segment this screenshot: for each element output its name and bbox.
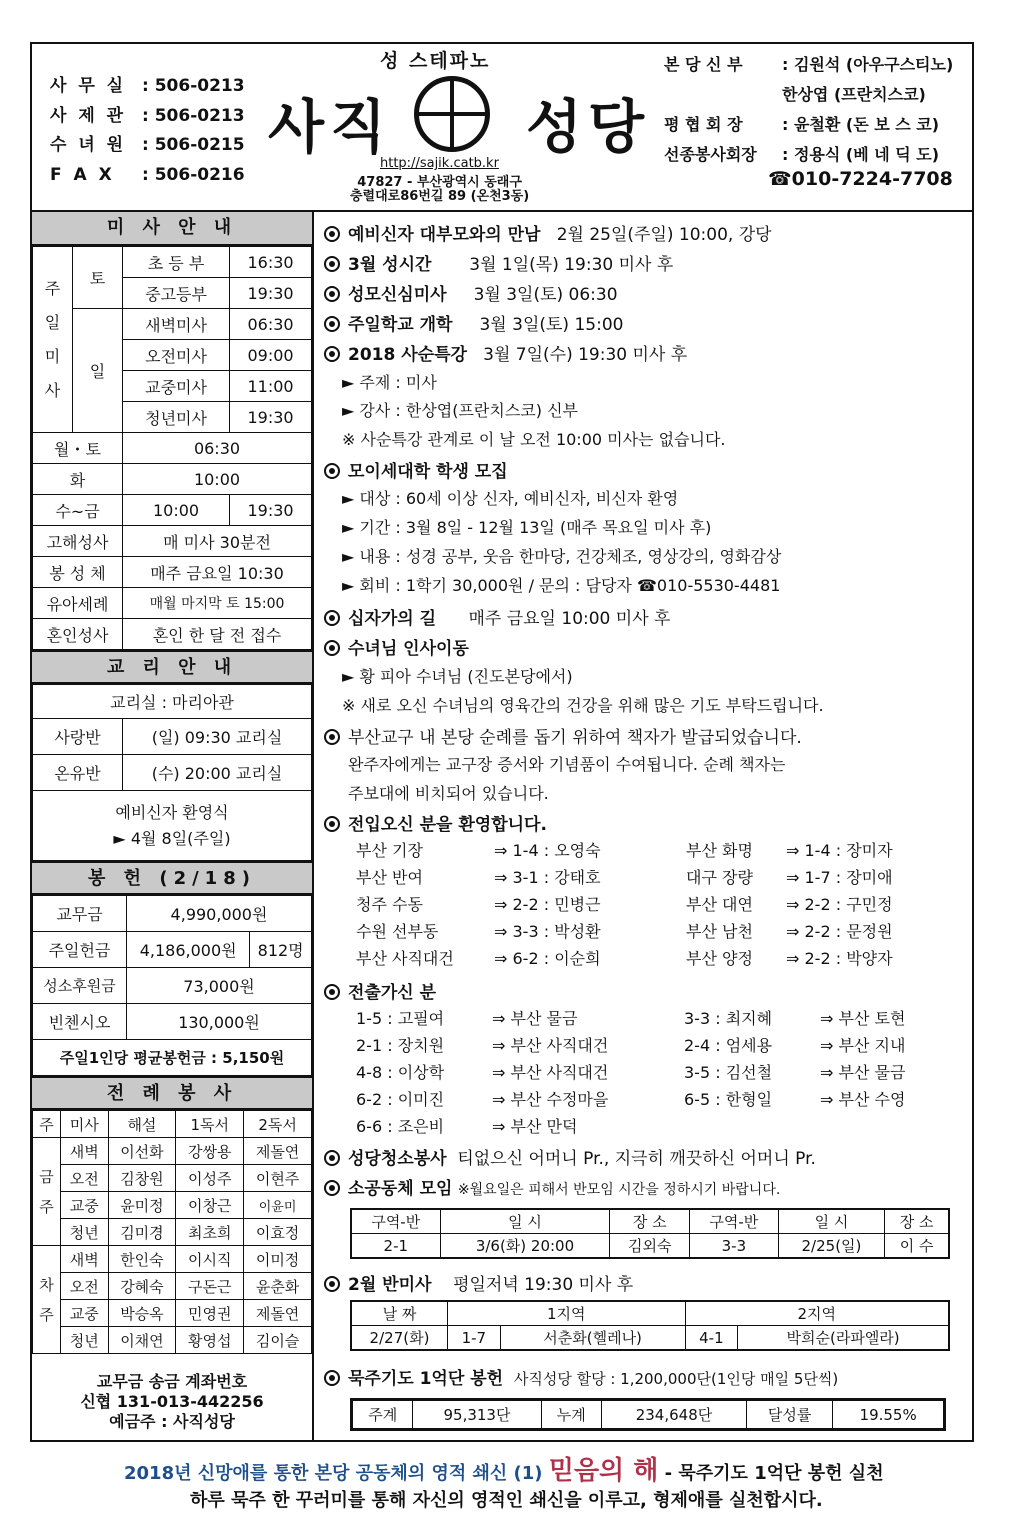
liturgy-head: 해설 xyxy=(108,1111,176,1138)
sacrament-label: 유아세례 xyxy=(33,588,123,619)
news-title: 2018 사순특강 xyxy=(348,345,467,365)
offering-label: 주일헌금 xyxy=(33,932,127,968)
news-title: 예비신자 대부모와의 만남 xyxy=(348,225,541,245)
rosary-cell: 19.55% xyxy=(833,1401,944,1429)
bullet-icon xyxy=(324,316,340,332)
news-title: 성모신심미사 xyxy=(348,285,447,305)
class-time: (수) 20:00 교리실 xyxy=(123,755,312,791)
footer-message: 하루 묵주 한 꾸러미를 통해 자신의 영적인 쇄신을 이루고, 형제애를 실천합시다. xyxy=(190,1490,823,1511)
bm-cell: 서춘화(헬레나) xyxy=(500,1326,685,1350)
sunday-mass-label: 주 일 미 사 xyxy=(33,247,73,433)
liturgy-cell: 청년 xyxy=(61,1219,109,1246)
offering-table xyxy=(32,895,312,1076)
church-title-right: 성당 xyxy=(526,93,651,161)
cross-logo-icon xyxy=(414,76,490,152)
sg-cell: 3/6(화) 20:00 xyxy=(440,1234,610,1258)
transfer-in-name: ⇒ 1-4 : 장미자 xyxy=(786,841,893,860)
news-title: 십자가의 길 xyxy=(348,609,437,629)
mass-name: 초 등 부 xyxy=(123,247,230,278)
liturgy-cell: 제돌연 xyxy=(244,1138,312,1165)
rosary-cell: 달성률 xyxy=(747,1401,833,1429)
news-subline: 주보대에 비치되어 있습니다. xyxy=(348,784,549,803)
offering-label: 교무금 xyxy=(33,896,127,932)
liturgy-cell: 강쌍용 xyxy=(176,1138,244,1165)
bullet-icon xyxy=(324,816,340,832)
bullet-icon xyxy=(324,640,340,656)
sg-head: 장 소 xyxy=(610,1210,690,1234)
weekday-label: 월・토 xyxy=(33,433,123,464)
transfer-out-dest: ⇒ 부산 만덕 xyxy=(492,1117,578,1136)
bullet-icon xyxy=(324,984,340,1000)
transfer-in-name: ⇒ 6-2 : 이순희 xyxy=(494,949,601,968)
header xyxy=(32,44,972,212)
transfer-out-name: 3-3 : 최지혜 xyxy=(684,1009,773,1028)
doctrine-section-title: 교 리 안 내 xyxy=(32,650,312,684)
liturgy-cell: 윤춘화 xyxy=(244,1273,312,1300)
transfer-out-dest: ⇒ 부산 물금 xyxy=(492,1009,578,1028)
contact-value: : 506-0216 xyxy=(142,164,245,185)
offering-value: 4,990,000원 xyxy=(127,896,312,932)
bullet-icon xyxy=(324,226,340,242)
bm-head: 2지역 xyxy=(685,1302,948,1326)
transfer-in-place: 부산 화명 xyxy=(686,841,753,860)
transfer-in-place: 대구 장량 xyxy=(686,868,753,887)
transfer-out-name: 3-5 : 김선철 xyxy=(684,1063,773,1082)
bm-cell: 4-1 xyxy=(685,1326,738,1350)
liturgy-cell: 황영섭 xyxy=(176,1327,244,1354)
transfer-out-name: 6-5 : 한형일 xyxy=(684,1090,773,1109)
liturgy-cell: 강혜숙 xyxy=(108,1273,176,1300)
liturgy-cell: 이채연 xyxy=(108,1327,176,1354)
news-title: 2월 반미사 xyxy=(348,1275,432,1295)
account-title: 교무금 송금 계좌번호 xyxy=(96,1372,248,1391)
bm-cell: 박희순(라파엘라) xyxy=(738,1326,949,1350)
weekday-label: 화 xyxy=(33,464,123,495)
clergy-value: 한상엽 (프란치스코) xyxy=(782,85,926,104)
liturgy-head: 미사 xyxy=(61,1111,109,1138)
bm-cell: 2/27(화) xyxy=(352,1326,448,1350)
transfer-out-name: 4-8 : 이상학 xyxy=(356,1063,445,1082)
liturgy-cell: 김이슬 xyxy=(244,1327,312,1354)
mass-name: 새벽미사 xyxy=(123,309,230,340)
offering-label: 성소후원금 xyxy=(33,968,127,1004)
transfer-in-place: 부산 남천 xyxy=(686,922,753,941)
transfer-in-name: ⇒ 2-2 : 문정원 xyxy=(786,922,893,941)
news-detail: 2월 25일(주일) 10:00, 강당 xyxy=(556,225,772,245)
bullet-icon xyxy=(324,610,340,626)
contact-value: : 506-0215 xyxy=(142,135,245,155)
liturgy-cell: 박승옥 xyxy=(108,1300,176,1327)
liturgy-table xyxy=(32,1110,312,1354)
news-subline: ► 기간 : 3월 8일 - 12월 13일 (매주 목요일 미사 후) xyxy=(342,518,712,537)
offering-value: 4,186,000원 xyxy=(127,932,250,968)
sg-cell: 김외숙 xyxy=(610,1234,690,1258)
transfer-out-dest: ⇒ 부산 수영 xyxy=(820,1090,906,1109)
liturgy-head: 1독서 xyxy=(176,1111,244,1138)
liturgy-cell: 이성주 xyxy=(176,1165,244,1192)
sat-label: 토 xyxy=(73,247,123,309)
class-time: (일) 09:30 교리실 xyxy=(123,719,312,755)
bullet-icon xyxy=(324,1370,340,1386)
liturgy-section-title: 전 례 봉 사 xyxy=(32,1076,312,1110)
sacrament-info: 매월 마지막 토 15:00 xyxy=(123,588,312,619)
mass-time: 16:30 xyxy=(230,247,312,278)
bullet-icon xyxy=(324,463,340,479)
news-item xyxy=(324,978,436,1003)
bm-head: 날 짜 xyxy=(352,1302,448,1326)
news-title: 모이세대학 학생 모집 xyxy=(348,462,508,482)
bullet-icon xyxy=(324,1276,340,1292)
account-number: 신협 131-013-442256 xyxy=(80,1392,264,1411)
news-item xyxy=(324,1174,780,1199)
news-subline: ► 대상 : 60세 이상 신자, 예비신자, 비신자 환영 xyxy=(342,489,679,508)
news-title: 전입오신 분을 환영합니다. xyxy=(348,815,547,835)
offering-section-title: 봉 헌 (2/18) xyxy=(32,861,312,895)
liturgy-cell: 이창근 xyxy=(176,1192,244,1219)
liturgy-cell: 청년 xyxy=(61,1327,109,1354)
news-title: 3월 성시간 xyxy=(348,255,432,275)
footer-year-theme: 믿음의 해 xyxy=(548,1456,659,1486)
transfer-out-dest: ⇒ 부산 사직대건 xyxy=(492,1063,609,1082)
clergy-value: : 윤철환 (돈 보 스 코) xyxy=(782,115,940,134)
transfer-in-name: ⇒ 3-3 : 박성환 xyxy=(494,922,601,941)
news-item xyxy=(324,280,618,305)
mass-section-title: 미 사 안 내 xyxy=(32,212,312,246)
transfer-out-name: 1-5 : 고필여 xyxy=(356,1009,445,1028)
news-detail: 3월 1일(목) 19:30 미사 후 xyxy=(469,255,674,275)
transfer-out-name: 6-2 : 이미진 xyxy=(356,1090,445,1109)
liturgy-cell: 윤미정 xyxy=(108,1192,176,1219)
mass-time: 11:00 xyxy=(230,371,312,402)
liturgy-cell: 제돌연 xyxy=(244,1300,312,1327)
liturgy-cell: 이선화 xyxy=(108,1138,176,1165)
sacrament-label: 혼인성사 xyxy=(33,619,123,650)
sg-cell: 2/25(일) xyxy=(778,1234,885,1258)
contact-label: 수 녀 원 xyxy=(50,135,127,155)
contact-list xyxy=(50,72,245,190)
news-item xyxy=(324,1144,816,1169)
clergy-list xyxy=(664,50,953,170)
news-item xyxy=(324,1364,838,1389)
sg-head: 구역-반 xyxy=(352,1210,441,1234)
contact-value: : 506-0213 xyxy=(142,76,245,96)
transfer-in-name: ⇒ 1-7 : 장미애 xyxy=(786,868,893,887)
transfer-out-name: 6-6 : 조은비 xyxy=(356,1117,445,1136)
rosary-cell: 234,648단 xyxy=(601,1401,746,1429)
sg-cell: 2-1 xyxy=(352,1234,441,1258)
weekday-time: 06:30 xyxy=(123,433,312,464)
transfer-out-dest: ⇒ 부산 물금 xyxy=(820,1063,906,1082)
news-detail: 3월 7일(수) 19:30 미사 후 xyxy=(483,345,688,365)
mass-name: 청년미사 xyxy=(123,402,230,433)
mass-time: 19:30 xyxy=(230,402,312,433)
class-name: 사랑반 xyxy=(33,719,123,755)
news-item xyxy=(324,604,670,629)
news-detail: 티없으신 어머니 Pr., 지극히 깨끗하신 어머니 Pr. xyxy=(457,1149,816,1169)
transfer-in-place: 부산 사직대건 xyxy=(356,949,454,968)
news-detail: 부산교구 내 본당 순례를 돕기 위하여 책자가 발급되었습니다. xyxy=(348,728,802,748)
welcome-title: 예비신자 환영식 xyxy=(115,802,229,822)
transfer-in-place: 부산 양정 xyxy=(686,949,753,968)
news-subline: 완주자에게는 교구장 증서와 기념품이 수여됩니다. 순례 책자는 xyxy=(348,755,786,774)
weekday-label: 수~금 xyxy=(33,495,123,526)
sg-cell: 이 수 xyxy=(885,1234,949,1258)
left-column xyxy=(32,212,314,1442)
liturgy-cell: 교중 xyxy=(61,1300,109,1327)
block-mass-table xyxy=(350,1300,950,1351)
next-week-label: 차 주 xyxy=(33,1246,61,1354)
liturgy-cell: 김미경 xyxy=(108,1219,176,1246)
liturgy-cell: 김창원 xyxy=(108,1165,176,1192)
news-item xyxy=(324,250,673,275)
transfer-out-dest: ⇒ 부산 사직대건 xyxy=(492,1036,609,1055)
news-item xyxy=(324,457,508,482)
rosary-cell: 95,313단 xyxy=(413,1401,541,1429)
transfer-in-place: 부산 반여 xyxy=(356,868,423,887)
clergy-value: : 정용식 (베 네 딕 도) xyxy=(782,145,940,164)
liturgy-cell: 이윤미 xyxy=(244,1192,312,1219)
mass-name: 중고등부 xyxy=(123,278,230,309)
account-info xyxy=(32,1354,312,1432)
liturgy-cell: 오전 xyxy=(61,1165,109,1192)
footer-practice: - 묵주기도 1억단 봉헌 실천 xyxy=(664,1463,884,1484)
liturgy-cell: 이현주 xyxy=(244,1165,312,1192)
sun-label: 일 xyxy=(73,309,123,433)
weekday-time: 19:30 xyxy=(230,495,312,526)
news-detail: 평일저녁 19:30 미사 후 xyxy=(453,1275,634,1295)
news-subline: ► 내용 : 성경 공부, 웃음 한마당, 건강체조, 영상강의, 영화감상 xyxy=(342,547,782,566)
sacrament-info: 혼인 한 달 전 접수 xyxy=(123,619,312,650)
bullet-icon xyxy=(324,286,340,302)
transfer-in-name: ⇒ 1-4 : 오영숙 xyxy=(494,841,601,860)
news-note: ※ 새로 오신 수녀님의 영육간의 건강을 위해 많은 기도 부탁드립니다. xyxy=(342,696,824,715)
transfer-in-name: ⇒ 2-2 : 박양자 xyxy=(786,949,893,968)
transfer-in-place: 부산 기장 xyxy=(356,841,423,860)
news-subline: ► 황 피아 수녀님 (진도본당에서) xyxy=(342,667,573,686)
clergy-label: 평 협 회 장 xyxy=(664,115,743,134)
transfer-in-place: 수원 선부동 xyxy=(356,922,439,941)
transfer-in-name: ⇒ 2-2 : 민병근 xyxy=(494,895,601,914)
news-subline: ► 회비 : 1학기 30,000원 / 문의 : 담당자 ☎010-5530-4481 xyxy=(342,576,781,595)
liturgy-cell: 오전 xyxy=(61,1273,109,1300)
footer-theme: 2018년 신망애를 통한 본당 공동체의 영적 쇄신 (1) xyxy=(124,1463,543,1484)
news-note: ※ 사순특강 관계로 이 날 오전 10:00 미사는 없습니다. xyxy=(342,430,726,449)
address-line1: 47827 - 부산광역시 동래구 xyxy=(357,175,522,190)
class-name: 온유반 xyxy=(33,755,123,791)
transfer-out-name: 2-1 : 장치원 xyxy=(356,1036,445,1055)
clergy-value: : 김원석 (아우구스티노) xyxy=(782,55,954,74)
weekday-time: 10:00 xyxy=(123,464,312,495)
sacrament-info: 매 미사 30분전 xyxy=(123,526,312,557)
mass-time: 19:30 xyxy=(230,278,312,309)
bullet-icon xyxy=(324,346,340,362)
offering-label: 빈첸시오 xyxy=(33,1004,127,1040)
contact-label: 사 무 실 xyxy=(50,76,127,96)
transfer-out-dest: ⇒ 부산 지내 xyxy=(820,1036,906,1055)
news-title: 수녀님 인사이동 xyxy=(348,639,469,659)
sg-head: 구역-반 xyxy=(690,1210,779,1234)
account-holder: 예금주 : 사직성당 xyxy=(109,1412,235,1431)
news-title: 전출가신 분 xyxy=(348,983,437,1003)
news-item xyxy=(324,634,469,659)
sacrament-label: 봉 성 체 xyxy=(33,557,123,588)
sg-head: 일 시 xyxy=(778,1210,885,1234)
news-detail: 사직성당 할당 : 1,200,000단(1인당 매일 5단씩) xyxy=(513,1370,839,1388)
transfer-in-name: ⇒ 2-2 : 구민정 xyxy=(786,895,893,914)
news-detail: 3월 3일(토) 15:00 xyxy=(479,315,624,335)
transfer-out-dest: ⇒ 부산 수정마을 xyxy=(492,1090,609,1109)
liturgy-cell: 구돈근 xyxy=(176,1273,244,1300)
average-offering: 주일1인당 평균봉헌금 : 5,150원 xyxy=(33,1040,312,1076)
news-title: 주일학교 개학 xyxy=(348,315,453,335)
weekday-time: 10:00 xyxy=(123,495,230,526)
clergy-label: 선종봉사회장 xyxy=(664,145,757,164)
bulletin-frame xyxy=(30,42,974,1442)
sg-head: 일 시 xyxy=(440,1210,610,1234)
news-item xyxy=(324,340,687,365)
clergy-label: 본 당 신 부 xyxy=(664,55,743,74)
phone-number: ☎010-7224-7708 xyxy=(768,168,953,190)
transfer-out-name: 2-4 : 엄세용 xyxy=(684,1036,773,1055)
liturgy-cell: 한인숙 xyxy=(108,1246,176,1273)
liturgy-cell: 최초희 xyxy=(176,1219,244,1246)
mass-name: 오전미사 xyxy=(123,340,230,371)
news-subline: ► 주제 : 미사 xyxy=(342,373,437,392)
mass-table xyxy=(32,246,312,650)
news-detail: 3월 3일(토) 06:30 xyxy=(473,285,618,305)
liturgy-head: 2독서 xyxy=(244,1111,312,1138)
address-line2: 충렬대로86번길 89 (온천3동) xyxy=(350,189,530,204)
transfer-in-name: ⇒ 3-1 : 강태호 xyxy=(494,868,601,887)
offering-value: 73,000원 xyxy=(127,968,312,1004)
doctrine-table xyxy=(32,684,312,861)
rosary-cell: 주계 xyxy=(353,1401,413,1429)
sg-cell: 3-3 xyxy=(690,1234,779,1258)
bm-cell: 1-7 xyxy=(448,1326,501,1350)
bullet-icon xyxy=(324,729,340,745)
news-subline: ► 강사 : 한상엽(프란치스코) 신부 xyxy=(342,401,578,420)
transfer-in-place: 부산 대연 xyxy=(686,895,753,914)
news-item xyxy=(324,723,802,748)
sacrament-label: 고해성사 xyxy=(33,526,123,557)
news-title: 묵주기도 1억단 봉헌 xyxy=(348,1369,504,1389)
liturgy-cell: 이미정 xyxy=(244,1246,312,1273)
attendance-count: 812명 xyxy=(250,932,312,968)
liturgy-cell: 민영권 xyxy=(176,1300,244,1327)
doctrine-room: 교리실 : 마리아관 xyxy=(33,685,312,719)
bullet-icon xyxy=(324,1150,340,1166)
welcome-date: ► 4월 8일(주일) xyxy=(113,828,231,848)
footer-slogan xyxy=(124,1450,884,1487)
news-title: 성당청소봉사 xyxy=(348,1149,447,1169)
news-detail: 매주 금요일 10:00 미사 후 xyxy=(468,609,671,629)
church-title-left: 사직 xyxy=(268,93,393,161)
liturgy-head: 주 xyxy=(33,1111,61,1138)
contact-value: : 506-0213 xyxy=(142,105,245,126)
liturgy-cell: 새벽 xyxy=(61,1246,109,1273)
rosary-cell: 누계 xyxy=(541,1401,601,1429)
news-title: 소공동체 모임 xyxy=(348,1179,453,1199)
sg-head: 장 소 xyxy=(885,1210,949,1234)
mass-time: 09:00 xyxy=(230,340,312,371)
news-item xyxy=(324,1270,633,1295)
address xyxy=(350,176,529,204)
mass-time: 06:30 xyxy=(230,309,312,340)
sacrament-info: 매주 금요일 10:30 xyxy=(123,557,312,588)
rosary-table xyxy=(350,1398,946,1431)
liturgy-cell: 새벽 xyxy=(61,1138,109,1165)
bm-head: 1지역 xyxy=(448,1302,686,1326)
news-item xyxy=(324,220,772,245)
bullet-icon xyxy=(324,1180,340,1196)
church-subtitle: 성 스테파노 xyxy=(380,50,491,72)
bullet-icon xyxy=(324,256,340,272)
liturgy-cell: 교중 xyxy=(61,1192,109,1219)
liturgy-cell: 이시직 xyxy=(176,1246,244,1273)
offering-value: 130,000원 xyxy=(127,1004,312,1040)
contact-label: 사 제 관 xyxy=(50,105,127,126)
welcome-ceremony xyxy=(33,791,312,861)
transfer-out-dest: ⇒ 부산 토현 xyxy=(820,1009,906,1028)
contact-label: F A X xyxy=(50,164,115,185)
mass-name: 교중미사 xyxy=(123,371,230,402)
news-detail: ※월요일은 피해서 반모임 시간을 정하시기 바랍니다. xyxy=(457,1182,781,1198)
this-week-label: 금 주 xyxy=(33,1138,61,1246)
website-link[interactable]: http://sajik.catb.kr xyxy=(380,156,499,171)
transfer-in-place: 청주 수동 xyxy=(356,895,423,914)
news-item xyxy=(324,310,623,335)
news-item xyxy=(324,810,547,835)
small-group-table xyxy=(350,1208,950,1259)
liturgy-cell: 이효정 xyxy=(244,1219,312,1246)
